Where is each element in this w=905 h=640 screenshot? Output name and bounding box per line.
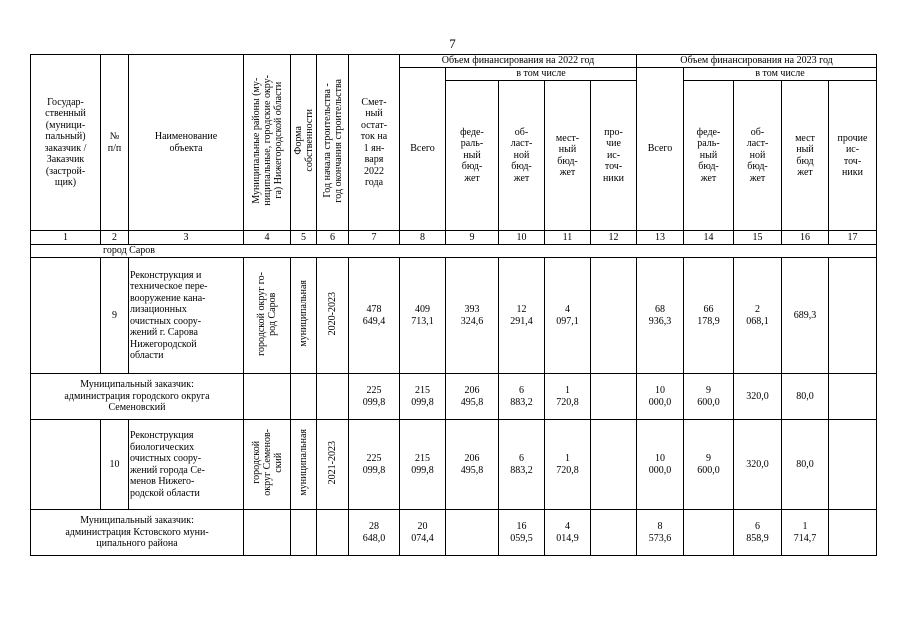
cell-oth-2022 xyxy=(591,420,637,510)
cell-estimate: 225 099,8 xyxy=(349,420,400,510)
col-num: 7 xyxy=(349,231,400,245)
col-num: 10 xyxy=(499,231,545,245)
header-oth-2022: про- чие ис- точ- ники xyxy=(591,81,637,231)
header-customer: Государ- ственный (муници- пальный) заказчик / Заказчик (застрой- щик) xyxy=(31,55,101,231)
cell-empty xyxy=(244,374,291,420)
cell-empty xyxy=(244,510,291,556)
header-total-2023: Всего xyxy=(637,68,684,231)
cell-customer xyxy=(31,420,101,510)
col-num: 4 xyxy=(244,231,291,245)
header-object-name: Наименование объекта xyxy=(129,55,244,231)
cell-empty xyxy=(291,374,317,420)
col-num: 17 xyxy=(829,231,877,245)
cell-reg-2022: 6 883,2 xyxy=(499,420,545,510)
cell-total-2022: 215 099,8 xyxy=(400,420,446,510)
cell-loc-2023: 689,3 xyxy=(782,258,829,374)
col-num: 9 xyxy=(446,231,499,245)
cell-ownership-text: муниципальная xyxy=(298,280,309,348)
col-num: 5 xyxy=(291,231,317,245)
cell-loc-2022: 4 014,9 xyxy=(545,510,591,556)
cell-municipality-text: городской округ Семенов- ский xyxy=(250,429,284,497)
header-incl-2023: в том числе xyxy=(684,68,877,81)
header-fin-2022: Объем финансирования на 2022 год xyxy=(400,55,637,68)
header-loc-2022: мест- ный бюд- жет xyxy=(545,81,591,231)
cell-reg-2023: 320,0 xyxy=(734,374,782,420)
cell-years-text: 2021-2023 xyxy=(327,441,338,485)
cell-loc-2022: 1 720,8 xyxy=(545,420,591,510)
cell-total-2023: 8 573,6 xyxy=(637,510,684,556)
col-num: 12 xyxy=(591,231,637,245)
cell-oth-2023 xyxy=(829,374,877,420)
cell-fed-2022: 206 495,8 xyxy=(446,374,499,420)
cell-oth-2022 xyxy=(591,258,637,374)
header-loc-2023: мест ный бюд жет xyxy=(782,81,829,231)
cell-oth-2023 xyxy=(829,510,877,556)
cell-reg-2022: 6 883,2 xyxy=(499,374,545,420)
header-reg-2022: об- ласт- ной бюд- жет xyxy=(499,81,545,231)
cell-fed-2022 xyxy=(446,510,499,556)
header-fed-2022: федe- раль- ный бюд- жет xyxy=(446,81,499,231)
cell-fed-2023: 9 600,0 xyxy=(684,374,734,420)
cell-municipality xyxy=(244,420,291,510)
cell-loc-2023: 1 714,7 xyxy=(782,510,829,556)
cell-no: 10 xyxy=(101,420,129,510)
cell-loc-2023: 80,0 xyxy=(782,374,829,420)
header-reg-2023: об- ласт- ной бюд- жет xyxy=(734,81,782,231)
customer-label: Муниципальный заказчик: администрация городского округа Семеновский xyxy=(31,374,244,420)
cell-municipality xyxy=(244,258,291,374)
cell-customer xyxy=(31,258,101,374)
cell-fed-2022: 393 324,6 xyxy=(446,258,499,374)
cell-years xyxy=(317,420,349,510)
table-row xyxy=(31,420,877,510)
cell-fed-2023 xyxy=(684,510,734,556)
customer-label: Муниципальный заказчик: администрация Кстовского муни- ципального района xyxy=(31,510,244,556)
cell-years xyxy=(317,258,349,374)
col-num: 2 xyxy=(101,231,129,245)
cell-oth-2022 xyxy=(591,510,637,556)
col-num: 15 xyxy=(734,231,782,245)
financing-table xyxy=(30,54,877,556)
col-num: 6 xyxy=(317,231,349,245)
cell-oth-2023 xyxy=(829,420,877,510)
col-num: 8 xyxy=(400,231,446,245)
cell-empty xyxy=(291,510,317,556)
cell-reg-2023: 6 858,9 xyxy=(734,510,782,556)
table-row xyxy=(31,258,877,374)
header-fed-2023: феде- раль- ный бюд- жет xyxy=(684,81,734,231)
col-num: 11 xyxy=(545,231,591,245)
section-title: город Саров xyxy=(31,245,877,258)
cell-ownership-text: муниципальная xyxy=(298,429,309,497)
cell-estimate: 478 649,4 xyxy=(349,258,400,374)
column-numbers-row xyxy=(31,231,877,245)
col-num: 13 xyxy=(637,231,684,245)
cell-total-2022: 215 099,8 xyxy=(400,374,446,420)
header-oth-2023: прочие ис- точ- ники xyxy=(829,81,877,231)
cell-total-2022: 409 713,1 xyxy=(400,258,446,374)
cell-empty xyxy=(317,374,349,420)
cell-reg-2023: 320,0 xyxy=(734,420,782,510)
cell-ownership xyxy=(291,420,317,510)
cell-oth-2022 xyxy=(591,374,637,420)
cell-loc-2022: 4 097,1 xyxy=(545,258,591,374)
cell-reg-2023: 2 068,1 xyxy=(734,258,782,374)
cell-loc-2023: 80,0 xyxy=(782,420,829,510)
col-num: 14 xyxy=(684,231,734,245)
section-row xyxy=(31,245,877,258)
cell-object-name: Реконструкция и техническое пере- вооружение кана- лизационных очистных соору- жений г. Сарова Нижегородской области xyxy=(129,258,244,374)
cell-total-2023: 68 936,3 xyxy=(637,258,684,374)
cell-reg-2022: 12 291,4 xyxy=(499,258,545,374)
cell-no: 9 xyxy=(101,258,129,374)
header-municipality-text: Муниципальные районы (му- ниципальные, городские окру- га) Нижегородской области xyxy=(250,75,284,207)
header-years xyxy=(317,55,349,231)
cell-years-text: 2020-2023 xyxy=(327,292,338,336)
header-incl-2022: в том числе xyxy=(446,68,637,81)
header-municipality xyxy=(244,55,291,231)
col-num: 16 xyxy=(782,231,829,245)
cell-total-2023: 10 000,0 xyxy=(637,420,684,510)
header-estimate: Смет- ный остат- ток на 1 ян- варя 2022 года xyxy=(349,55,400,231)
cell-fed-2023: 66 178,9 xyxy=(684,258,734,374)
cell-fed-2022: 206 495,8 xyxy=(446,420,499,510)
cell-empty xyxy=(317,510,349,556)
cell-total-2022: 20 074,4 xyxy=(400,510,446,556)
header-ownership xyxy=(291,55,317,231)
cell-oth-2023 xyxy=(829,258,877,374)
header-fin-2023: Объем финансирования на 2023 год xyxy=(637,55,877,68)
header-no: № п/п xyxy=(101,55,129,231)
cell-ownership xyxy=(291,258,317,374)
cell-object-name: Реконструкция биологических очистных соору- жений города Се- менов Нижего- родской области xyxy=(129,420,244,510)
customer-row xyxy=(31,510,877,556)
cell-reg-2022: 16 059,5 xyxy=(499,510,545,556)
header-years-text: Год начала строительства - год окончания строительства xyxy=(321,78,344,203)
cell-loc-2022: 1 720,8 xyxy=(545,374,591,420)
cell-estimate: 225 099,8 xyxy=(349,374,400,420)
page-number: 7 xyxy=(449,36,456,51)
customer-row xyxy=(31,374,877,420)
col-num: 3 xyxy=(129,231,244,245)
cell-estimate: 28 648,0 xyxy=(349,510,400,556)
header-total-2022: Всего xyxy=(400,68,446,231)
header-ownership-text: Форма собственности xyxy=(292,109,315,173)
col-num: 1 xyxy=(31,231,101,245)
cell-total-2023: 10 000,0 xyxy=(637,374,684,420)
cell-municipality-text: городской округ го- род Саров xyxy=(256,271,278,356)
cell-fed-2023: 9 600,0 xyxy=(684,420,734,510)
